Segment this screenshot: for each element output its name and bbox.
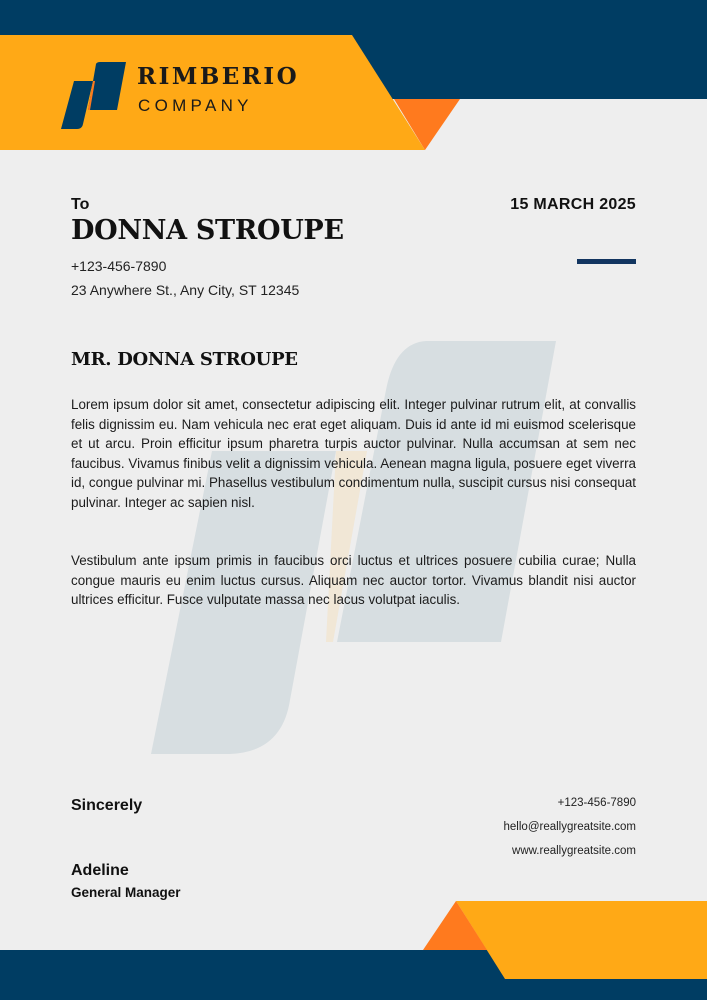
- salutation: MR. DONNA STROUPE: [71, 349, 298, 370]
- contact-email[interactable]: hello@reallygreatsite.com: [503, 821, 636, 833]
- date-divider: [577, 259, 636, 264]
- signer-title: General Manager: [71, 885, 181, 900]
- brand-name: RIMBERIO: [137, 63, 300, 90]
- contact-phone: +123-456-7890: [557, 797, 636, 809]
- contact-website[interactable]: www.reallygreatsite.com: [512, 845, 636, 857]
- brand-subtitle: COMPANY: [138, 96, 253, 115]
- body-paragraph: Lorem ipsum dolor sit amet, consectetur adipiscing elit. Integer pulvinar rutrum elit, at convallis felis dignissim eu. Nam vehicula nec erat eget aliquam. Duis id ante id mi euismod scelerisque et ut arcu. Proin efficitur ipsum pharetra turpis auctor pulvinar. Nulla accumsan at sem nec faucibus. Vivamus finibus velit a dignissim vehicula. Aenean magna ligula, posuere eget viverra id, congue pulvinar mi. Phasellus vestibulum condimentum nulla, suscipit cursus nisi consequat pulvinar. Integer ac sapien nisl.: [71, 397, 636, 510]
- recipient-name: DONNA STROUPE: [71, 215, 344, 246]
- closing: Sincerely: [71, 797, 143, 814]
- recipient-phone: +123-456-7890: [71, 258, 167, 274]
- signer-name: Adeline: [71, 862, 129, 879]
- letter-date: 15 MARCH 2025: [510, 196, 636, 213]
- recipient-address: 23 Anywhere St., Any City, ST 12345: [71, 282, 300, 298]
- body-paragraph: Vestibulum ante ipsum primis in faucibus orci luctus et ultrices posuere cubilia curae; Nulla congue mauris eu enim luctus cursus. Aliquam nec auctor tortor. Vivamus blandit nisi auctor ultrices efficitur. Fusce vulputate massa nec lacus volutpat iaculis.: [71, 553, 636, 608]
- to-label: To: [71, 196, 90, 213]
- company-logo-icon: [60, 62, 127, 130]
